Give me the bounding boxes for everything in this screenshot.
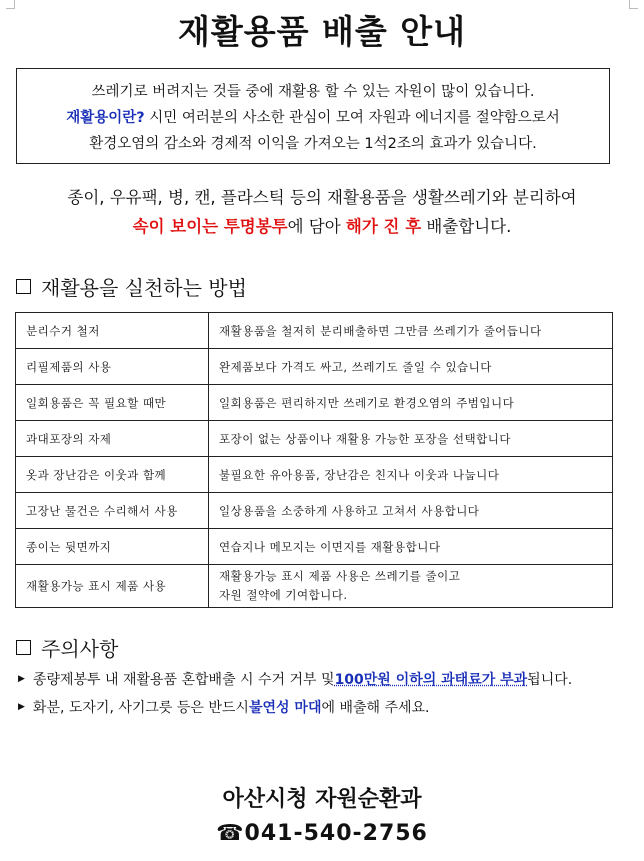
after-sunset-highlight: 해가 진 후: [345, 217, 422, 236]
method-name: 재활용가능 표시 제품 사용: [16, 565, 209, 608]
recycling-definition-label: 재활용이란?: [66, 110, 145, 126]
caution-section-heading: [16, 633, 118, 662]
transparent-bag-highlight: 속이 보이는 투명봉투: [132, 217, 288, 236]
method-description: 일회용품은 편리하지만 쓰레기로 환경오염의 주범입니다: [209, 385, 613, 421]
table-row: [16, 313, 613, 349]
caution-note-1: [18, 665, 628, 693]
note-1-text: 종량제봉투 내 재활용품 혼합배출 시 수거 거부 및: [32, 672, 335, 688]
table-row: [16, 349, 613, 385]
disposal-instruction: [0, 183, 644, 241]
table-row: [16, 421, 613, 457]
method-name: 과대포장의 자제: [16, 421, 209, 457]
method-description: 완제품보다 가격도 싸고, 쓰레기도 줄일 수 있습니다: [209, 349, 613, 385]
instruction-line-2: [0, 212, 644, 241]
method-description-line-2: 자원 절약에 기여합니다.: [219, 588, 348, 602]
triangle-bullet-icon: ▶: [18, 702, 25, 712]
note-2-end: 에 배출해 주세요.: [321, 700, 430, 716]
table-row: [16, 457, 613, 493]
intro-line-2: [17, 105, 609, 131]
caution-heading-text: 주의사항: [41, 637, 119, 661]
table-row: [16, 529, 613, 565]
caution-note-2: [18, 693, 628, 721]
intro-line-2-text: 시민 여러분의 사소한 관심이 모여 자원과 에너지를 절약함으로서: [144, 110, 560, 126]
phone-number: [0, 821, 644, 846]
intro-line-3: 환경오염의 감소와 경제적 이익을 가져오는 1석2조의 효과가 있습니다.: [89, 136, 537, 152]
caution-notes: [18, 665, 628, 721]
instruction-mid-text: 에 담아: [287, 217, 346, 236]
method-description-line-1: 재활용가능 표시 제품 사용은 쓰레기를 줄이고: [219, 569, 461, 583]
square-bullet-icon: [16, 279, 31, 294]
methods-section-heading: [16, 272, 247, 301]
intro-line-1: 쓰레기로 버려지는 것들 중에 재활용 할 수 있는 자원이 많이 있습니다.: [91, 84, 535, 100]
method-name: 일회용품은 꼭 필요할 때만: [16, 385, 209, 421]
instruction-line-1: 종이, 우유팩, 병, 캔, 플라스틱 등의 재활용품을 생활쓰레기와 분리하여: [67, 188, 577, 207]
table-row: [16, 385, 613, 421]
table-row: [16, 565, 613, 608]
phone-number-text: 041-540-2756: [244, 821, 428, 846]
table-row: [16, 493, 613, 529]
fine-highlight: 100만원 이하의 과태료가 부과: [334, 672, 528, 688]
method-description: [209, 565, 613, 608]
note-1-end: 됩니다.: [527, 672, 573, 688]
method-description: 포장이 없는 상품이나 재활용 가능한 포장을 선택합니다: [209, 421, 613, 457]
square-bullet-icon: [16, 640, 31, 655]
method-name: 옷과 장난감은 이웃과 함께: [16, 457, 209, 493]
nonflammable-bag-highlight: 불연성 마대: [248, 700, 322, 716]
triangle-bullet-icon: ▶: [18, 674, 25, 684]
intro-box: [16, 68, 610, 164]
methods-heading-text: 재활용을 실천하는 방법: [41, 276, 247, 300]
phone-icon: ☎: [216, 821, 245, 846]
instruction-end-text: 배출합니다.: [421, 217, 512, 236]
method-description: 재활용품을 철저히 분리배출하면 그만큼 쓰레기가 줄어듭니다: [209, 313, 613, 349]
method-description: 불필요한 유아용품, 장난감은 친지나 이웃과 나눕니다: [209, 457, 613, 493]
method-description: 일상용품을 소중하게 사용하고 고쳐서 사용합니다: [209, 493, 613, 529]
method-name: 종이는 뒷면까지: [16, 529, 209, 565]
method-name: 고장난 물건은 수리해서 사용: [16, 493, 209, 529]
method-name: 리필제품의 사용: [16, 349, 209, 385]
page-title: 재활용품 배출 안내: [177, 12, 466, 51]
method-description: 연습지나 메모지는 이면지를 재활용합니다: [209, 529, 613, 565]
note-2-text: 화분, 도자기, 사기그릇 등은 반드시: [32, 700, 249, 716]
methods-table: [15, 312, 613, 608]
department-name: 아산시청 자원순환과: [222, 787, 422, 812]
method-name: 분리수거 철저: [16, 313, 209, 349]
